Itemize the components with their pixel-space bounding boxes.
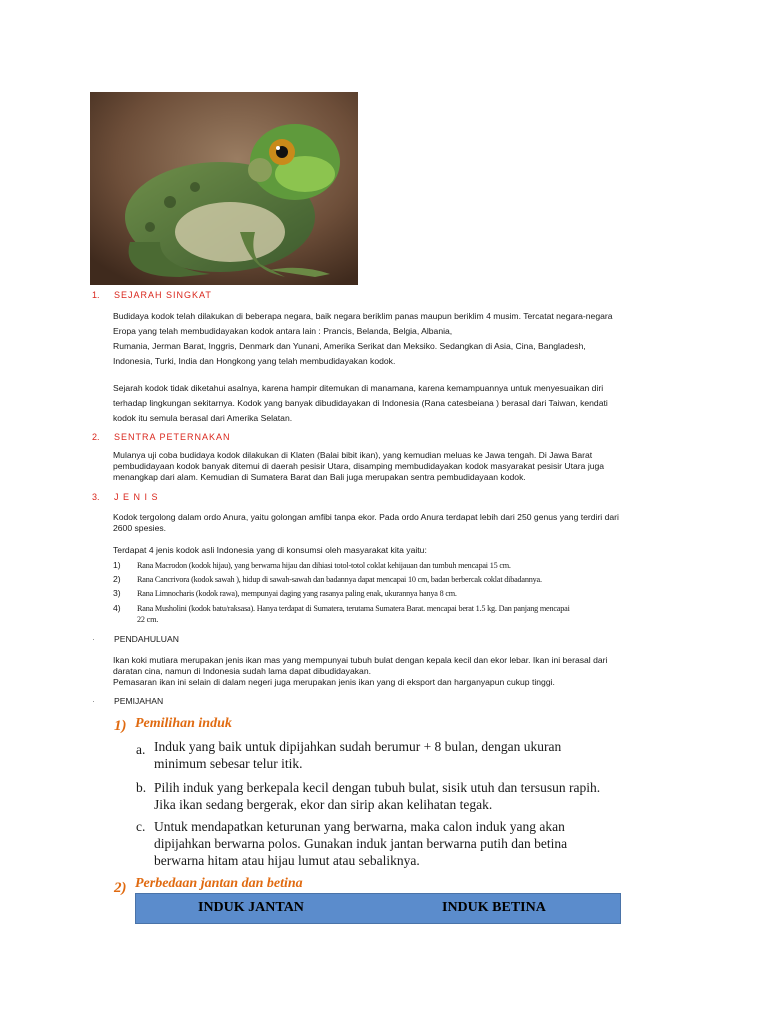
text-line: Pilih induk yang berkepala kecil dengan tubuh bulat, sisik utuh dan tersusun rapih. [154, 780, 601, 795]
jenis-item-number: 1) [113, 560, 121, 570]
text-line: dipijahkan berwarna polos. Gunakan induk jantan berwarna putih dan betina [154, 836, 568, 851]
jenis-item-text: Rana Macrodon (kodok hijau), yang berwarna hijau dan dihiasi totol-totol coklat kehijauan dan tumbuh mencapai 15 cm. [137, 561, 511, 570]
sejarah-paragraph-2 [113, 381, 673, 426]
frog-illustration [90, 92, 358, 285]
bullet: · [92, 696, 95, 706]
subsection-number: 2) [114, 880, 127, 896]
text-line: menangkap dari alam. Kemudian di Sumatera Barat dan Bali juga merupakan sentra pembudidayaan kodok. [113, 472, 526, 482]
section-title-sentra: SENTRA PETERNAKAN [114, 432, 231, 442]
text-line: pembudidayaan kodok banyak ditemui di daerah pesisir Utara, disamping membudidayakan kodok masyarakat pesisir Utara juga [113, 461, 605, 471]
section-number: 1. [92, 290, 100, 300]
list-letter: a. [136, 742, 146, 757]
subsection-number: 1) [114, 718, 127, 734]
text-line: terhadap lingkungan sekitarnya. Kodok yang banyak dibudidayakan di Indonesia (Rana catesbeiana ) berasal dari Taiwan, kendati [113, 398, 608, 408]
frog-photo [90, 92, 358, 285]
jenis-item-number: 3) [113, 588, 121, 598]
text-line: Kodok tergolong dalam ordo Anura, yaitu golongan amfibi tanpa ekor. Pada ordo Anura terdapat lebih dari 250 genus yang terdiri dari [113, 512, 619, 522]
jenis-intro: Terdapat 4 jenis kodok asli Indonesia yang di konsumsi oleh masyarakat kita yaitu: [113, 545, 427, 555]
text-line: Jika ikan sedang bergerak, ekor dan sirip akan kelihatan tegak. [154, 797, 493, 812]
text-line: 2600 spesies. [113, 523, 167, 533]
jenis-item-number: 4) [113, 603, 121, 613]
text-line: kodok itu semula berasal dari Amerika Selatan. [113, 413, 293, 423]
text-line: Budidaya kodok telah dilakukan di beberapa negara, baik negara beriklim panas maupun beriklim 4 musim. Tercatat negara-negara [113, 311, 613, 321]
text-line: minimum sebesar telur itik. [154, 756, 303, 771]
text-line: Ikan koki mutiara merupakan jenis ikan mas yang mempunyai tubuh bulat dengan kepala kecil dan ekor lebar. Ikan ini berasal dari [113, 655, 608, 665]
text-line: Rumania, Jerman Barat, Inggris, Denmark dan Yunani, Amerika Serikat dan Meksiko. Sedangkan di Asia, Cina, Bangladesh, [113, 341, 586, 351]
jenis-item-text: Rana Cancrivora (kodok sawah ), hidup di sawah-sawah dan badannya dapat mencapai 10 cm, badan berbercak coklat dibadannya. [137, 575, 542, 584]
list-letter: b. [136, 780, 147, 795]
text-line: Untuk mendapatkan keturunan yang berwarna, maka calon induk yang akan [154, 819, 565, 834]
section-number: 2. [92, 432, 100, 442]
text-line: Mulanya uji coba budidaya kodok dilakukan di Klaten (Balai bibit ikan), yang kemudian meluas ke Jawa tengah. Di Jawa Barat [113, 450, 593, 460]
text-line: berwarna hitam atau hijau lumut atau sebaliknya. [154, 853, 420, 868]
table-header-betina: INDUK BETINA [442, 900, 546, 915]
bullet: · [92, 634, 95, 644]
text-line: Pemasaran ikan ini selain di dalam negeri juga merupakan jenis ikan yang di eksport dan harganyapun cukup tinggi. [113, 677, 555, 687]
text-line: Induk yang baik untuk dipijahkan sudah berumur + 8 bulan, dengan ukuran [154, 739, 562, 754]
subsection-title-pemilihan: Pemilihan induk [135, 716, 232, 731]
list-letter: c. [136, 819, 146, 834]
text-line: Sejarah kodok tidak diketahui asalnya, karena hampir ditemukan di manamana, karena kemampuannya untuk menyesuaikan diri [113, 383, 604, 393]
section-title-sejarah: SEJARAH SINGKAT [114, 290, 212, 300]
jenis-item-text: Rana Musholini (kodok batu/raksasa). Hanya terdapat di Sumatera, terutama Sumatera Barat. mencapai berat 1.5 kg. Dan panjang mencapai [137, 604, 570, 613]
pendahuluan-paragraph [113, 655, 683, 688]
section-number: 3. [92, 492, 100, 502]
jenis-item-text-cont: 22 cm. [137, 615, 159, 624]
section-title-jenis: J E N I S [114, 492, 159, 502]
list-item-text [154, 779, 674, 813]
jenis-paragraph [113, 512, 683, 534]
table-header-jantan: INDUK JANTAN [198, 900, 304, 915]
jenis-item-number: 2) [113, 574, 121, 584]
sentra-paragraph [113, 450, 683, 483]
list-item-text [154, 818, 674, 869]
pemijahan-title: PEMIJAHAN [114, 696, 164, 706]
text-line: daratan cina, namun di Indonesia sudah lama dapat dibudidayakan. [113, 666, 371, 676]
list-item-text [154, 738, 654, 772]
text-line: Indonesia, Turki, India dan Hongkong yang telah membudidayakan kodok. [113, 356, 396, 366]
text-line: Eropa yang telah membudidayakan kodok antara lain : Prancis, Belanda, Belgia, Albania, [113, 326, 453, 336]
sejarah-paragraph-1 [113, 309, 673, 369]
jenis-item-text: Rana Limnocharis (kodok rawa), mempunyai daging yang rasanya paling enak, ukurannya hanya 8 cm. [137, 589, 457, 598]
comparison-table-header [135, 893, 621, 924]
subsection-title-perbedaan: Perbedaan jantan dan betina [135, 876, 303, 891]
pendahuluan-title: PENDAHULUAN [114, 634, 179, 644]
